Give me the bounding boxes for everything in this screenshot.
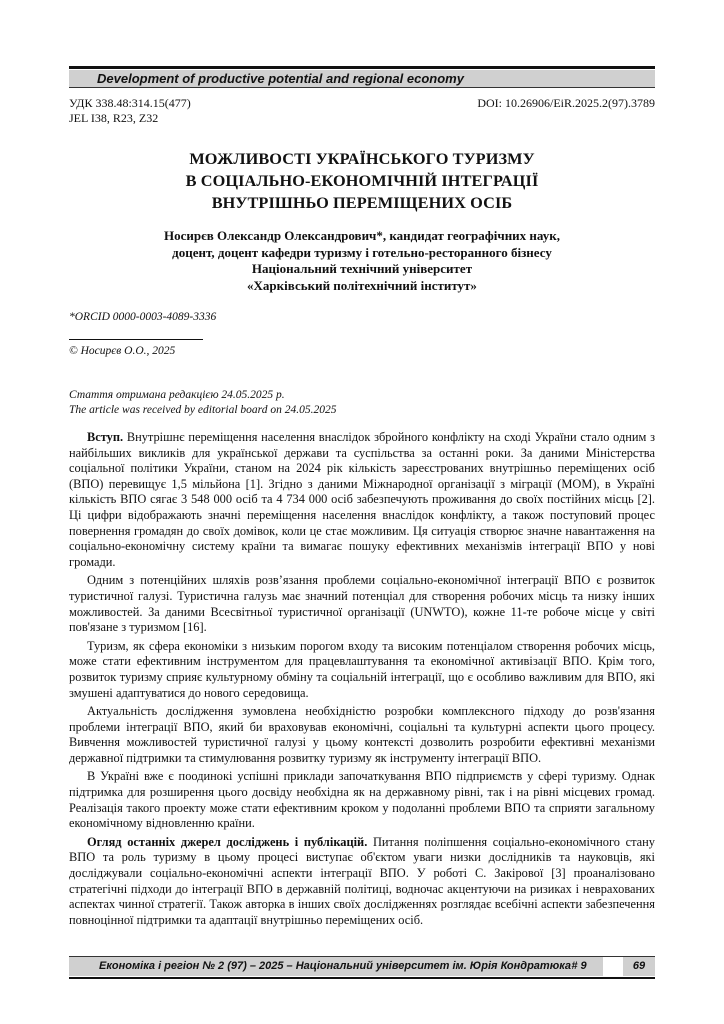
article-title bbox=[69, 148, 655, 214]
header-rule bbox=[69, 66, 655, 69]
paragraph-text: Внутрішнє переміщення населення внаслідок збройного конфлікту на сході України стало одним з найбільших викликів для української держави та суспільства за останні роки. За даними Міністерства соціальної політики України, станом на 2024 рік кількість зареєстрованих внутрішньо переміщених осіб (ВПО) перевищує 1,5 мільйона [1]. Згідно з даними Міжнародної організації з міграції (МОМ), в Україні кількість ВПО сягає 3 548 000 осіб та 4 734 000 осіб забезпечують проживання до своїх постійних місць [2]. Ці цифри відображають значні переміщення населення внаслідок конфлікту, а також поступовий процес повернення громадян до своїх домівок, коли це стає можливим. Ця ситуація створює значне навантаження на соціально-економічну систему країни та вимагає пошуку ефективних механізмів інтеграції ВПО у нові громади. bbox=[69, 430, 655, 569]
author-block bbox=[69, 228, 655, 294]
title-line: МОЖЛИВОСТІ УКРАЇНСЬКОГО ТУРИЗМУ bbox=[189, 149, 535, 168]
footer-banner bbox=[69, 956, 655, 976]
footer-separator bbox=[603, 957, 623, 976]
footer-rule bbox=[69, 977, 655, 979]
paragraph bbox=[69, 835, 655, 929]
issue-number: # 9 bbox=[571, 960, 587, 972]
received-ua: Стаття отримана редакцією 24.05.2025 р. bbox=[69, 389, 285, 401]
paragraph: Туризм, як сфера економіки з низьким порогом входу та високим потенціалом створення робочих місць, може стати ефективним інструментом для працевлаштування та економічної активізації ВПО. Крім того, розвиток туризму сприяє культурному обміну та соціальній інтеграції, що є особливо важливим для ВПО, які змушені адаптуватися до нового середовища. bbox=[69, 638, 655, 700]
title-line: ВНУТРІШНЬО ПЕРЕМІЩЕНИХ ОСІБ bbox=[211, 193, 513, 212]
page-number: 69 bbox=[632, 960, 646, 972]
section-lead: Огляд останніх джерел досліджень і публікацій. bbox=[87, 834, 368, 849]
author-name: Носирєв Олександр Олександрович*, кандидат географічних наук, bbox=[164, 228, 560, 243]
section-banner bbox=[69, 70, 655, 88]
received-en: The article was received by editorial board on 24.05.2025 bbox=[69, 403, 337, 416]
author-affiliation: «Харківський політехнічний інститут» bbox=[247, 277, 477, 293]
title-line: В СОЦІАЛЬНО-ЕКОНОМІЧНІЙ ІНТЕГРАЦІЇ bbox=[185, 171, 539, 190]
paragraph: В Україні вже є поодинокі успішні приклади започаткування ВПО підприємств у сфері туризму. Однак підтримка для розширення цього досвіду необхідна як на державному рівні, так і на рівні місцевих громад. Реалізація такого проекту може стати ефективним кроком у подоланні проблеми ВПО та сприяти загальному економічному відновленню країни. bbox=[69, 769, 655, 831]
received-note bbox=[69, 388, 336, 417]
udc-code: УДК 338.48:314.15(477) bbox=[69, 96, 191, 110]
footnote-rule bbox=[69, 339, 203, 340]
paragraph: Актуальність дослідження зумовлена необхідністю розробки комплексного підходу до розв'язання проблеми інтеграції ВПО, який би враховував економічні, соціальні та культурні аспекти цього процесу. Вивчення можливостей туристичної галузі у цьому контексті дозволить розробити ефективні механізми державної підтримки та стимулювання розвитку туризму як інструменту інтеграції ВПО. bbox=[69, 704, 655, 765]
doi: DOI: 10.26906/EiR.2025.2(97).3789 bbox=[477, 96, 655, 110]
paragraph: Одним з потенційних шляхів розв’язання проблеми соціально-економічної інтеграції ВПО є розвиток туристичної галузі. Туристична галузь має значний потенціал для створення робочих місць та низку інших можливостей. За даними Всесвітньої туристичної організації (UNWTO), кожне 11-те робоче місце у світі пов'язане з туризмом [16]. bbox=[69, 573, 655, 635]
footer-journal: Економіка і регіон № 2 (97) – 2025 – Національний університет ім. Юрія Кондратюка bbox=[99, 960, 572, 972]
author-position: доцент, доцент кафедри туризму і готельно-ресторанного бізнесу bbox=[172, 244, 552, 260]
author-affiliation: Національний технічний університет bbox=[251, 261, 473, 277]
jel-codes: JEL I38, R23, Z32 bbox=[69, 111, 159, 125]
orcid: *ORCID 0000-0003-4089-3336 bbox=[69, 311, 217, 323]
section-title: Development of productive potential and regional economy bbox=[97, 71, 464, 86]
article-body bbox=[69, 430, 655, 931]
paragraph bbox=[69, 430, 655, 570]
copyright: © Носирєв О.О., 2025 bbox=[69, 345, 176, 357]
paragraph-text: Питання поліпшення соціально-економічного стану ВПО та роль туризму в цьому процесі виступає об'єктом уваги низки дослідників та науковців, які досліджували соціально-економічні аспекти інтеграції ВПО. У роботі С. Закірової [3] проаналізовано стратегічні підходи до інтеграції ВПО в державній політиці, водночас акцентуючи на ризиках і неврахованих аспектах чинної стратегії. Також авторка в інших своїх дослідженнях розглядає всебічні аспекти забезпечення повноцінної підтримки та адаптації внутрішньо переміщених осіб. bbox=[69, 834, 655, 927]
section-lead: Вступ. bbox=[87, 430, 124, 444]
